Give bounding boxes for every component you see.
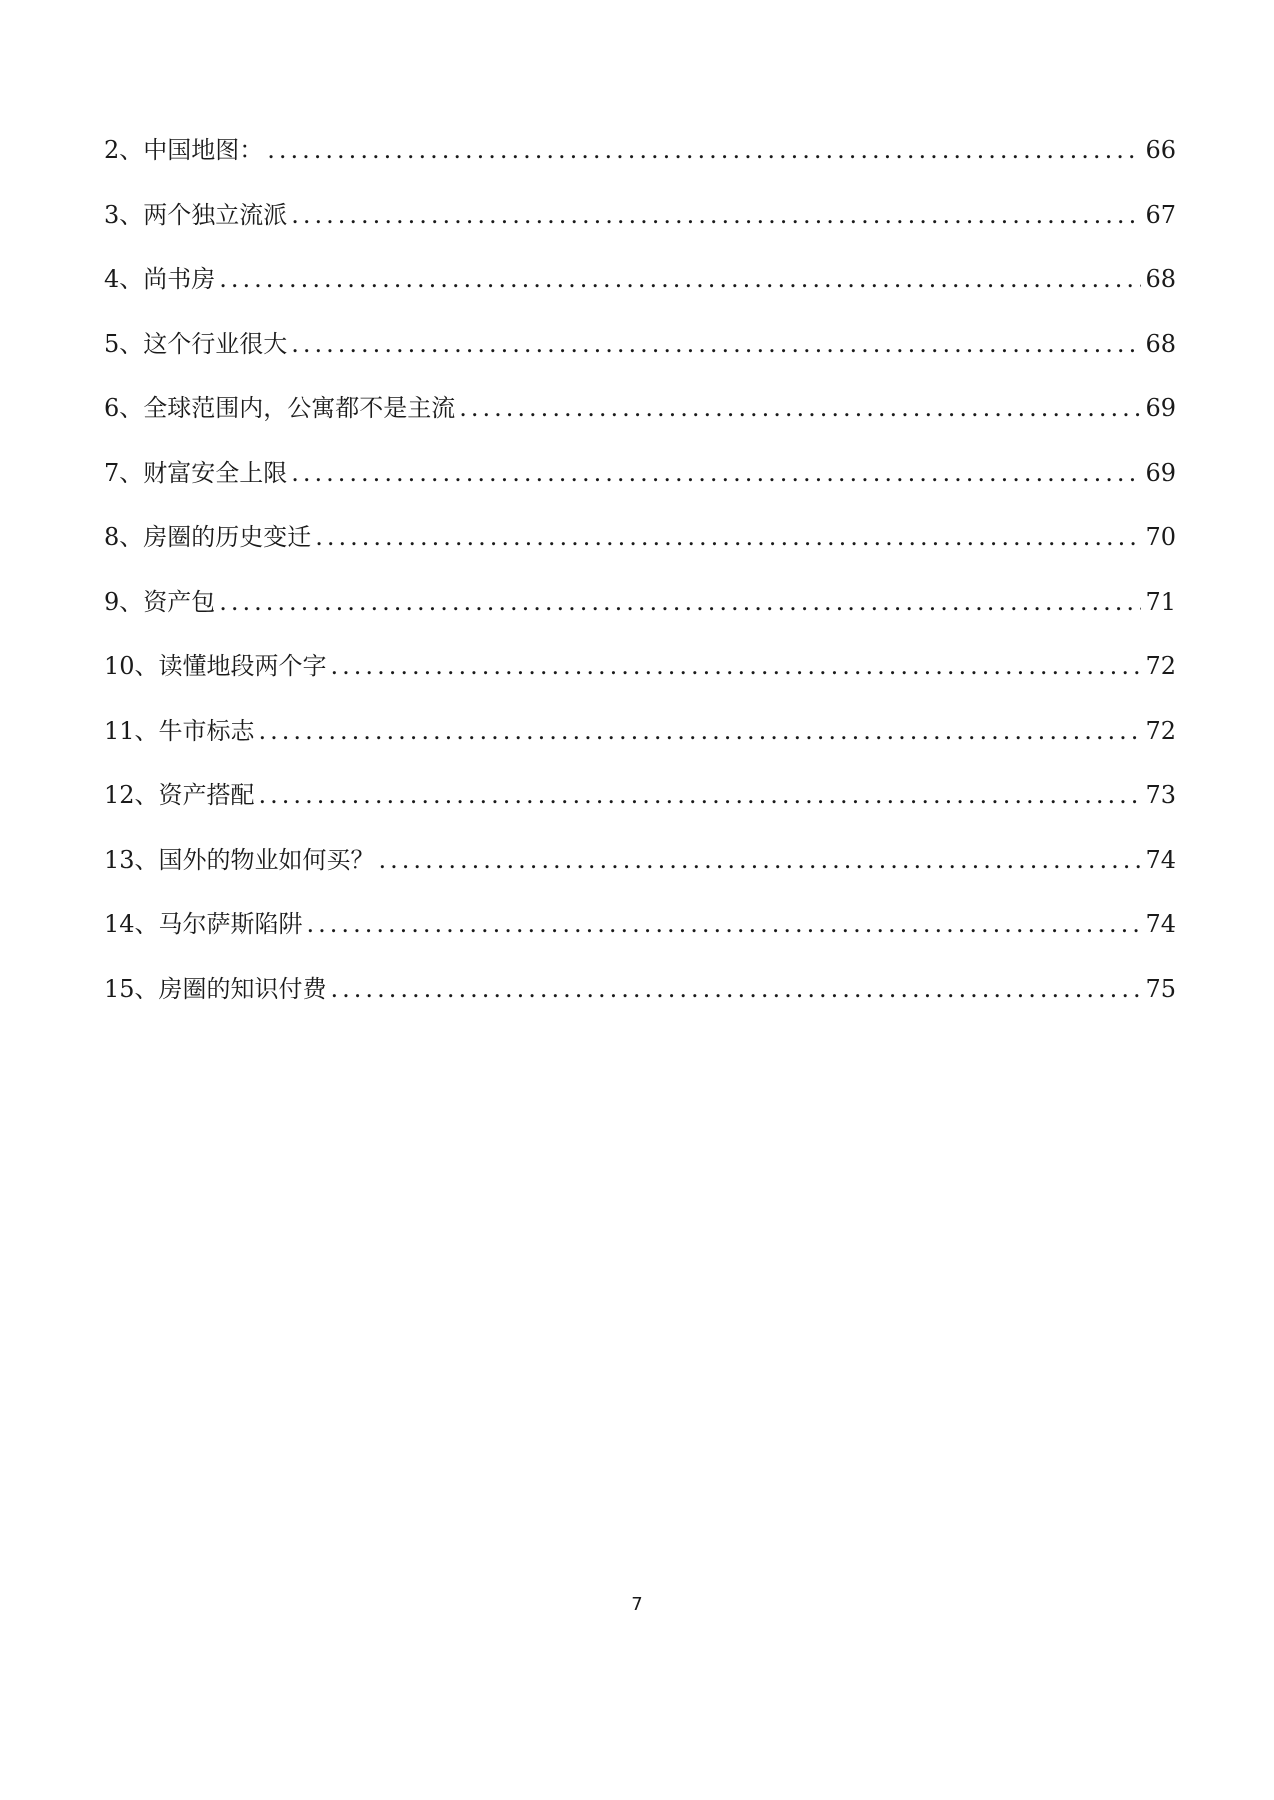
toc-dot-leader	[219, 570, 1141, 635]
toc-entry-title: 7、财富安全上限	[104, 458, 288, 487]
toc-dot-leader	[267, 118, 1141, 183]
toc-dot-leader	[459, 376, 1141, 441]
toc-entry-page: 73	[1145, 781, 1176, 809]
toc-entry-page: 75	[1145, 974, 1176, 1003]
toc-dot-leader	[219, 247, 1141, 312]
toc-entry[interactable]	[104, 634, 1176, 699]
toc-entry[interactable]	[104, 570, 1176, 635]
toc-entry-title: 14、马尔萨斯陷阱	[104, 910, 303, 938]
toc-entry[interactable]	[104, 957, 1176, 1022]
toc-entry-title: 6、全球范围内，公寓都不是主流	[104, 394, 456, 422]
toc-entry-title: 8、房圈的历史变迁	[104, 523, 312, 551]
toc-entry-title: 3、两个独立流派	[104, 200, 288, 229]
page-number: 7	[631, 1594, 643, 1615]
toc-dot-leader	[291, 312, 1141, 377]
toc-entry-page: 66	[1145, 136, 1176, 164]
toc-entry[interactable]	[104, 441, 1176, 506]
toc-entry-title: 11、牛市标志	[104, 716, 255, 745]
toc-entry-title: 13、国外的物业如何买？	[104, 845, 375, 874]
table-of-contents	[104, 118, 1176, 1021]
toc-entry-title: 10、读懂地段两个字	[104, 652, 327, 680]
toc-entry[interactable]	[104, 828, 1176, 893]
toc-entry-page: 71	[1145, 587, 1176, 616]
toc-entry-page: 68	[1145, 329, 1176, 358]
toc-dot-leader	[291, 441, 1141, 506]
toc-entry-title: 15、房圈的知识付费	[104, 974, 327, 1003]
toc-entry-title: 9、资产包	[104, 587, 216, 616]
toc-entry-page: 69	[1145, 458, 1176, 487]
toc-entry[interactable]	[104, 247, 1176, 312]
toc-dot-leader	[315, 505, 1141, 570]
toc-dot-leader	[259, 699, 1142, 764]
toc-entry-title: 2、中国地图：	[104, 136, 264, 164]
toc-entry[interactable]	[104, 183, 1176, 248]
toc-entry-title: 4、尚书房	[104, 265, 216, 293]
toc-entry-page: 72	[1145, 652, 1176, 680]
toc-entry-page: 67	[1145, 200, 1176, 229]
toc-dot-leader	[307, 892, 1142, 957]
toc-dot-leader	[291, 183, 1141, 248]
toc-entry-page: 72	[1145, 716, 1176, 745]
toc-entry[interactable]	[104, 763, 1176, 828]
toc-dot-leader	[379, 828, 1142, 893]
toc-entry-title: 12、资产搭配	[104, 781, 255, 809]
toc-entry-page: 68	[1145, 265, 1176, 293]
toc-entry-page: 69	[1145, 394, 1176, 422]
toc-dot-leader	[331, 634, 1142, 699]
toc-dot-leader	[331, 957, 1142, 1022]
toc-entry-page: 74	[1145, 910, 1176, 938]
toc-entry[interactable]	[104, 505, 1176, 570]
toc-entry[interactable]	[104, 892, 1176, 957]
toc-dot-leader	[259, 763, 1142, 828]
toc-entry-page: 70	[1145, 523, 1176, 551]
toc-entry[interactable]	[104, 699, 1176, 764]
toc-entry-title: 5、这个行业很大	[104, 329, 288, 358]
toc-entry[interactable]	[104, 118, 1176, 183]
toc-entry[interactable]	[104, 376, 1176, 441]
toc-entry-page: 74	[1145, 845, 1176, 874]
toc-entry[interactable]	[104, 312, 1176, 377]
